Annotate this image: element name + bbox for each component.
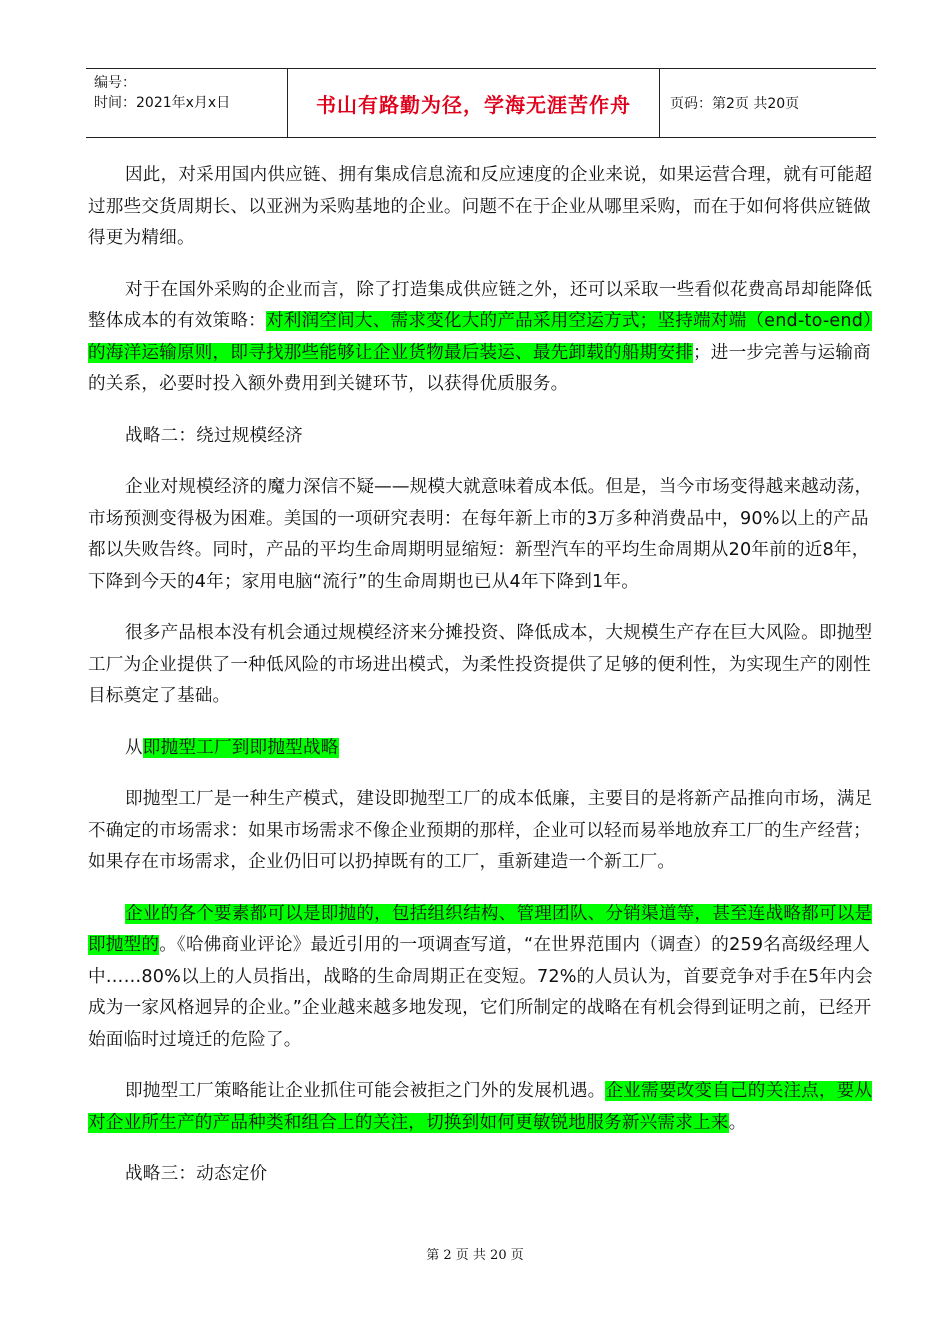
heading-text-a: 从: [125, 737, 143, 758]
paragraph-7-text-a: 即抛型工厂策略能让企业抓住可能会被拒之门外的发展机遇。: [125, 1081, 606, 1101]
paragraph-6: [88, 899, 878, 1057]
header-meta: [86, 69, 288, 137]
paragraph-2: [88, 275, 878, 401]
paragraph-1: 因此，对采用国内供应链、拥有集成信息流和反应速度的企业来说，如果运营合理，就有可能超过那些交货周期长、以亚洲为采购基地的企业。问题不在于企业从哪里采购，而在于如何将供应链做得更为精细。: [88, 165, 873, 248]
header-page-number: 页码：第2页 共20页: [670, 96, 800, 112]
document-body: [88, 160, 878, 1211]
paragraph-7: [88, 1076, 878, 1139]
paragraph-7-text-b: 。: [728, 1112, 747, 1133]
page-header: [86, 68, 876, 138]
section-heading-disposable: [88, 733, 878, 765]
section-heading-strategy-3: 战略三：动态定价: [125, 1164, 268, 1184]
paragraph-2-highlight: 对利润空间大、需求变化大的产品采用空运方式；坚持端对端（end-to-end）的海洋运输原则，即寻找那些能够让企业货物最后装运、最先卸载的船期安排: [88, 311, 873, 363]
page-footer: 第 2 页 共 20 页: [426, 1248, 524, 1263]
section-heading-strategy-2: 战略二：绕过规模经济: [125, 425, 303, 446]
paragraph-7-highlight: 企业需要改变自己的关注点，要从对企业所生产的产品种类和组合上的关注，切换到如何更敏锐地服务新兴需求上来: [88, 1081, 873, 1133]
document-number-label: 编号：: [94, 75, 136, 91]
paragraph-6-text-b: 。《哈佛商业评论》最近引用的一项调查写道，“在世界范围内（调查）的259名高级经理人中……80%以上的人员指出，战略的生命周期正在变短。72%的人员认为，首要竞争对手在5年内会成为一家风格迥异的企业。”企业越来越多地发现，它们所制定的战略在有机会得到证明之前，已经开始面临时过境迁的危险了。: [88, 935, 873, 1050]
document-time-label: 时间：2021年x月x日: [94, 95, 231, 111]
paragraph-4: 很多产品根本没有机会通过规模经济来分摊投资、降低成本，大规模生产存在巨大风险。即抛型工厂为企业提供了一种低风险的市场进出模式，为柔性投资提供了足够的便利性，为实现生产的刚性目标奠定了基础。: [88, 623, 873, 706]
paragraph-5: 即抛型工厂是一种生产模式，建设即抛型工厂的成本低廉，主要目的是将新产品推向市场，满足不确定的市场需求：如果市场需求不像企业预期的那样，企业可以轻而易举地放弃工厂的生产经营；如果存在市场需求，企业仍旧可以扔掉既有的工厂，重新建造一个新工厂。: [88, 789, 873, 872]
paragraph-2-text-a: 对于在国外采购的企业而言，除了打造集成供应链之外，还可以采取一些看似花费高昂却能降低整体成本的有效策略：: [88, 279, 873, 331]
paragraph-6-highlight: 企业的各个要素都可以是即抛的，包括组织结构、管理团队、分销渠道等，甚至连战略都可以是即抛型的: [88, 903, 873, 955]
paragraph-2-text-b: ；进一步完善与运输商的关系，必要时投入额外费用到关键环节，以获得优质服务。: [88, 342, 871, 394]
header-motto: 书山有路勤为径，学海无涯苦作舟: [288, 69, 660, 137]
heading-highlight: 即抛型工厂到即抛型战略: [142, 737, 339, 758]
paragraph-3: 企业对规模经济的魔力深信不疑——规模大就意味着成本低。但是，当今市场变得越来越动荡，市场预测变得极为困难。美国的一项研究表明：在每年新上市的3万多种消费品中，90%以上的产品都以失败告终。同时，产品的平均生命周期明显缩短：新型汽车的平均生命周期从20年前的近8年，下降到今天的4年；家用电脑“流行”的生命周期也已从4年下降到1年。: [88, 477, 873, 592]
